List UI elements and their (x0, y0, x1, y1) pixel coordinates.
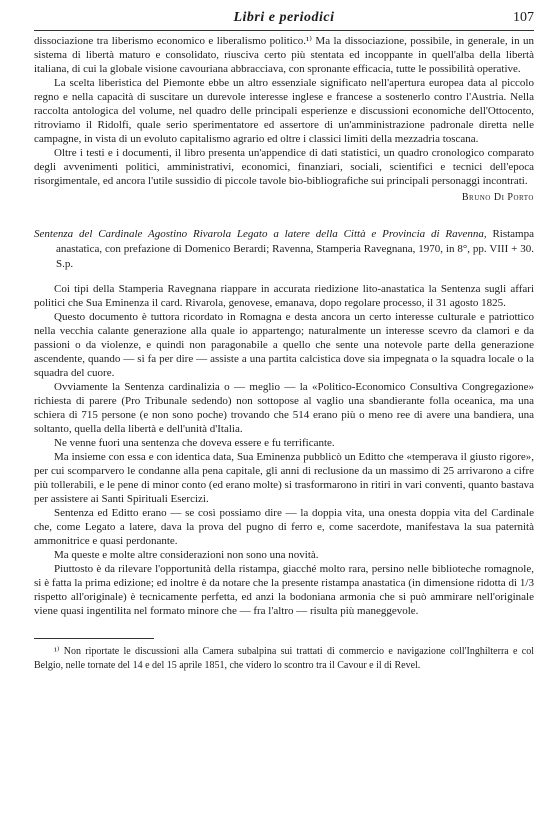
review-heading (34, 227, 534, 272)
paragraph: La scelta liberistica del Piemonte ebbe un altro essenziale significato nell'apertura europea data al piccolo regno e nella capacità di suscitare un durevole interesse inglese e francese a sostenerlo contro l'Austria. Nella raccolta antologica del volume, nel quadro delle principali esperienze e discussioni economiche dell'Ottocento, ritroviamo il Ridolfi, quale serio sperimentatore ed assertore di un'amministrazione padronale diretta nelle campagne, in vista di un evoluto capitalismo agrario ed oltre i classici limiti della mezzadria toscana. (34, 77, 534, 145)
book-title: Sentenza del Cardinale Agostino Rivarola Legato a latere della Città e Provincia di Ravenna, (34, 228, 487, 240)
paragraph: Ma insieme con essa e con identica data, Sua Eminenza pubblicò un Editto che «temperava il giusto rigore», per cui scomparvero le condanne alla pena capitale, gli anni di reclusione da un massimo di 25 arrivarono a cifre più tollerabili, e le pene di minor conto (ed erano molte) si trasformarono in ritiri in vari conventi, quanto bastava per assistere ai Santi Spirituali Esercizi. (34, 451, 534, 505)
paragraph: Ovviamente la Sentenza cardinalizia o — meglio — la «Politico-Economico Consultiva Congregazione» richiesta di parere (Pro Tribunale sedendo) non sottopose al vaglio una sbandierante folla oceanica, ma una schiera di 715 persone (e non sono poche) trovando che 514 erano più o meno ree di avere una bandiera, una soltanto, quella della libertà e dell'unità d'Italia. (34, 381, 534, 435)
paragraph: Sentenza ed Editto erano — se così possiamo dire — la doppia vita, una onesta doppia vita del Cardinale che, come Legato a latere, dava la prova del pugno di ferro e, come sacerdote, manifestava la sua paternità ammonitrice e quasi perdonante. (34, 507, 534, 547)
page-number: 107 (513, 10, 534, 25)
paragraph: Coi tipi della Stamperia Ravegnana riappare in accurata riedizione lito-anastatica la Sentenza sugli affari politici che Sua Eminenza il card. Rivarola, genovese, emanava, dopo regolare processo, il 31 agosto 1825. (34, 283, 534, 309)
paragraph: Ne venne fuori una sentenza che doveva essere e fu terrificante. (54, 437, 335, 449)
footnote: ¹⁾ Non riportate le discussioni alla Camera subalpina sui trattati di commercio e navigazione coll'Inghilterra e col Belgio, nelle tornate del 14 e del 15 aprile 1851, che videro lo scontro tra il Cavour e il di Revel. (34, 646, 534, 671)
paragraph: Piuttosto è da rilevare l'opportunità della ristampa, giacché molto rara, persino nelle biblioteche romagnole, si è fatta la prima edizione; ed inoltre è da notare che la presente ristampa anastatica (in dimensione ridotta di 1/3 rispetto all'originale) è tecnicamente perfetta, ed anzi la bodoniana armonia che si può ammirare nell'originale viene quasi ingentilita nel formato minore che — fra l'altro — risulta più maneggevole. (34, 563, 534, 617)
book-details: Ristampa anastatica, con prefazione di Domenico Berardi; Ravenna, Stamperia Ravegnana, 1970, in 8°, pp. VIII + 30. S.p. (56, 228, 534, 270)
running-title: Libri e periodici (233, 10, 335, 25)
page-header (34, 8, 534, 31)
review-body (34, 282, 534, 618)
paragraph: Questo documento è tuttora ricordato in Romagna e desta ancora un certo interesse culturale e patriottico nella vecchia calante generazione alla quale io appartengo; naturalmente un interesse scevro da clamori e da passioni o da violenze, e quindi non paragonabile a quello che sente una notevole parte della generazione ascendente, quando — si fa per dire — assiste a una partita calcistica dove sia impegnata o la squadra locale o la squadra del cuore. (34, 311, 534, 379)
footnote-divider (34, 638, 154, 639)
paragraph: Oltre i testi e i documenti, il libro presenta un'appendice di dati statistici, un quadro cronologico comparato degli avvenimenti politici, amministrativi, economici, finanziari, sociali, scientifici e tecnici dell'epoca risorgimentale, ed ancora l'utile sussidio di piccole tavole bio-bibliografiche sui principali personaggi incontrati. (34, 147, 534, 187)
reviewer-signature: Bruno Di Porto (461, 192, 534, 203)
page-content (34, 34, 534, 673)
paragraph: Ma queste e molte altre considerazioni non sono una novità. (54, 549, 319, 561)
paragraph: dissociazione tra liberismo economico e liberalismo politico.¹⁾ Ma la dissociazione, possibile, in generale, in un sistema di libertà maturo e consolidato, riusciva certo più stentata ed incoppante in quell'alba della libertà italiana, di cui la globale visione cavouriana abbracciava, con spronante efficacia, tutte le possibilità operative. (34, 35, 534, 75)
